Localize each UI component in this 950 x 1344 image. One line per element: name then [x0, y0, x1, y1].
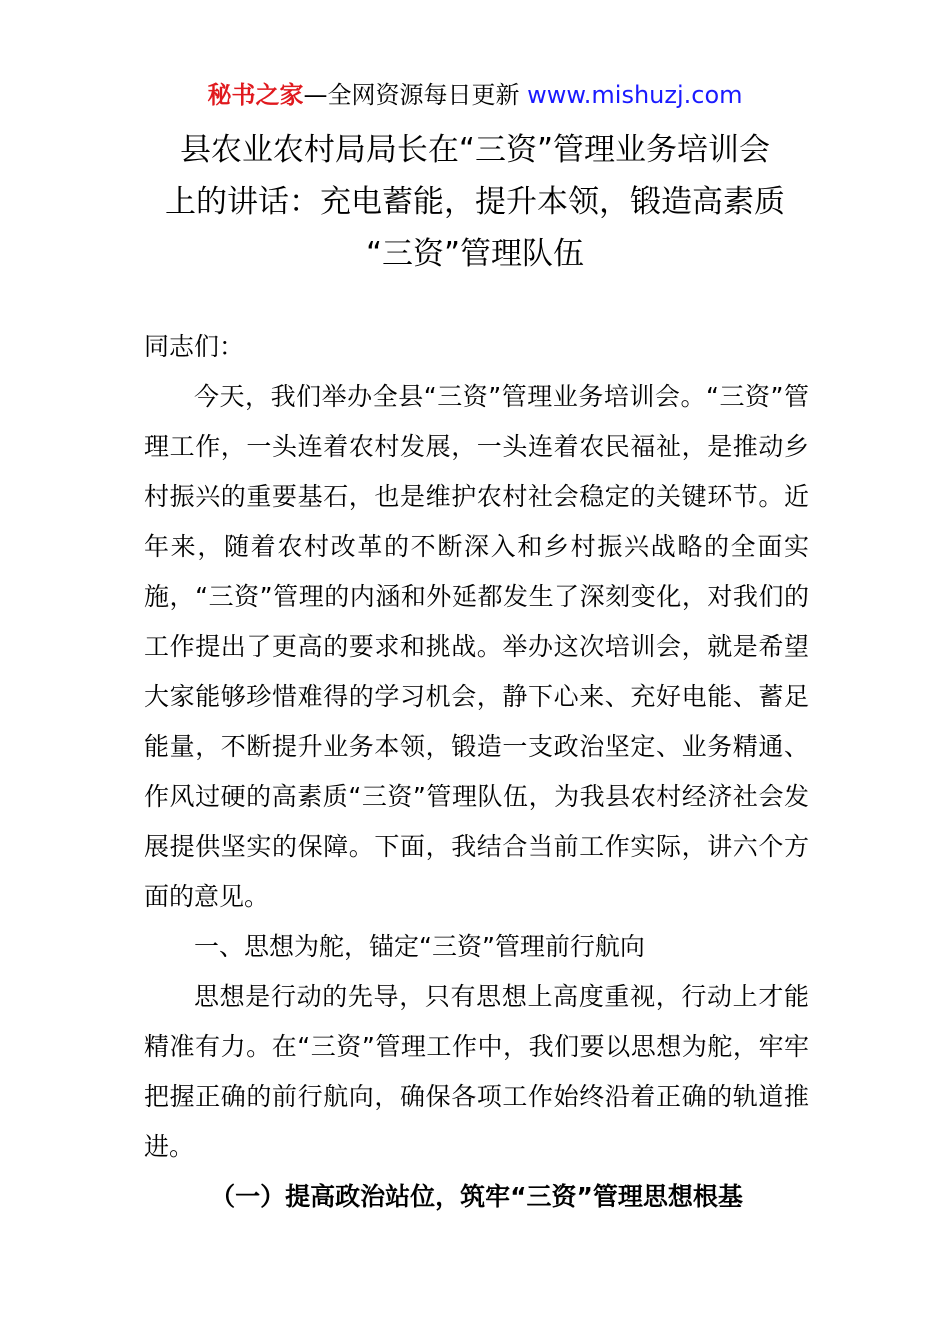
title-line-2: 上的讲话：充电蓄能，提升本领，锻造高素质: [165, 184, 785, 220]
document-title: [140, 124, 810, 280]
title-line-1: 县农业农村局局长在“三资”管理业务培训会: [179, 132, 771, 168]
site-tagline: —全网资源每日更新: [303, 81, 528, 109]
paragraph-section-1: 思想是行动的先导，只有思想上高度重视，行动上才能精准有力。在“三资”管理工作中，我们要以思想为舵，牢牢把握正确的前行航向，确保各项工作始终沿着正确的轨道推进。: [144, 982, 809, 1161]
site-url[interactable]: www.mishuzj.com: [527, 81, 743, 109]
site-header: [0, 78, 950, 112]
section-heading-1: 一、思想为舵，锚定“三资”管理前行航向: [194, 932, 645, 961]
document-body: [144, 322, 809, 1222]
title-line-3: “三资”管理队伍: [365, 236, 585, 272]
paragraph-intro: 今天，我们举办全县“三资”管理业务培训会。“三资”管理工作，一头连着农村发展，一头连着农民福祉，是推动乡村振兴的重要基石，也是维护农村社会稳定的关键环节。近年来，随着农村改革的不断深入和乡村振兴战略的全面实施，“三资”管理的内涵和外延都发生了深刻变化，对我们的工作提出了更高的要求和挑战。举办这次培训会，就是希望大家能够珍惜难得的学习机会，静下心来、充好电能、蓄足能量，不断提升业务本领，锻造一支政治坚定、业务精通、作风过硬的高素质“三资”管理队伍，为我县农村经济社会发展提供坚实的保障。下面，我结合当前工作实际，讲六个方面的意见。: [144, 382, 809, 911]
salutation: 同志们：: [144, 332, 245, 361]
site-brand: 秘书之家: [207, 81, 304, 109]
sub-heading-1: （一）提高政治站位，筑牢“三资”管理思想根基: [210, 1182, 743, 1211]
